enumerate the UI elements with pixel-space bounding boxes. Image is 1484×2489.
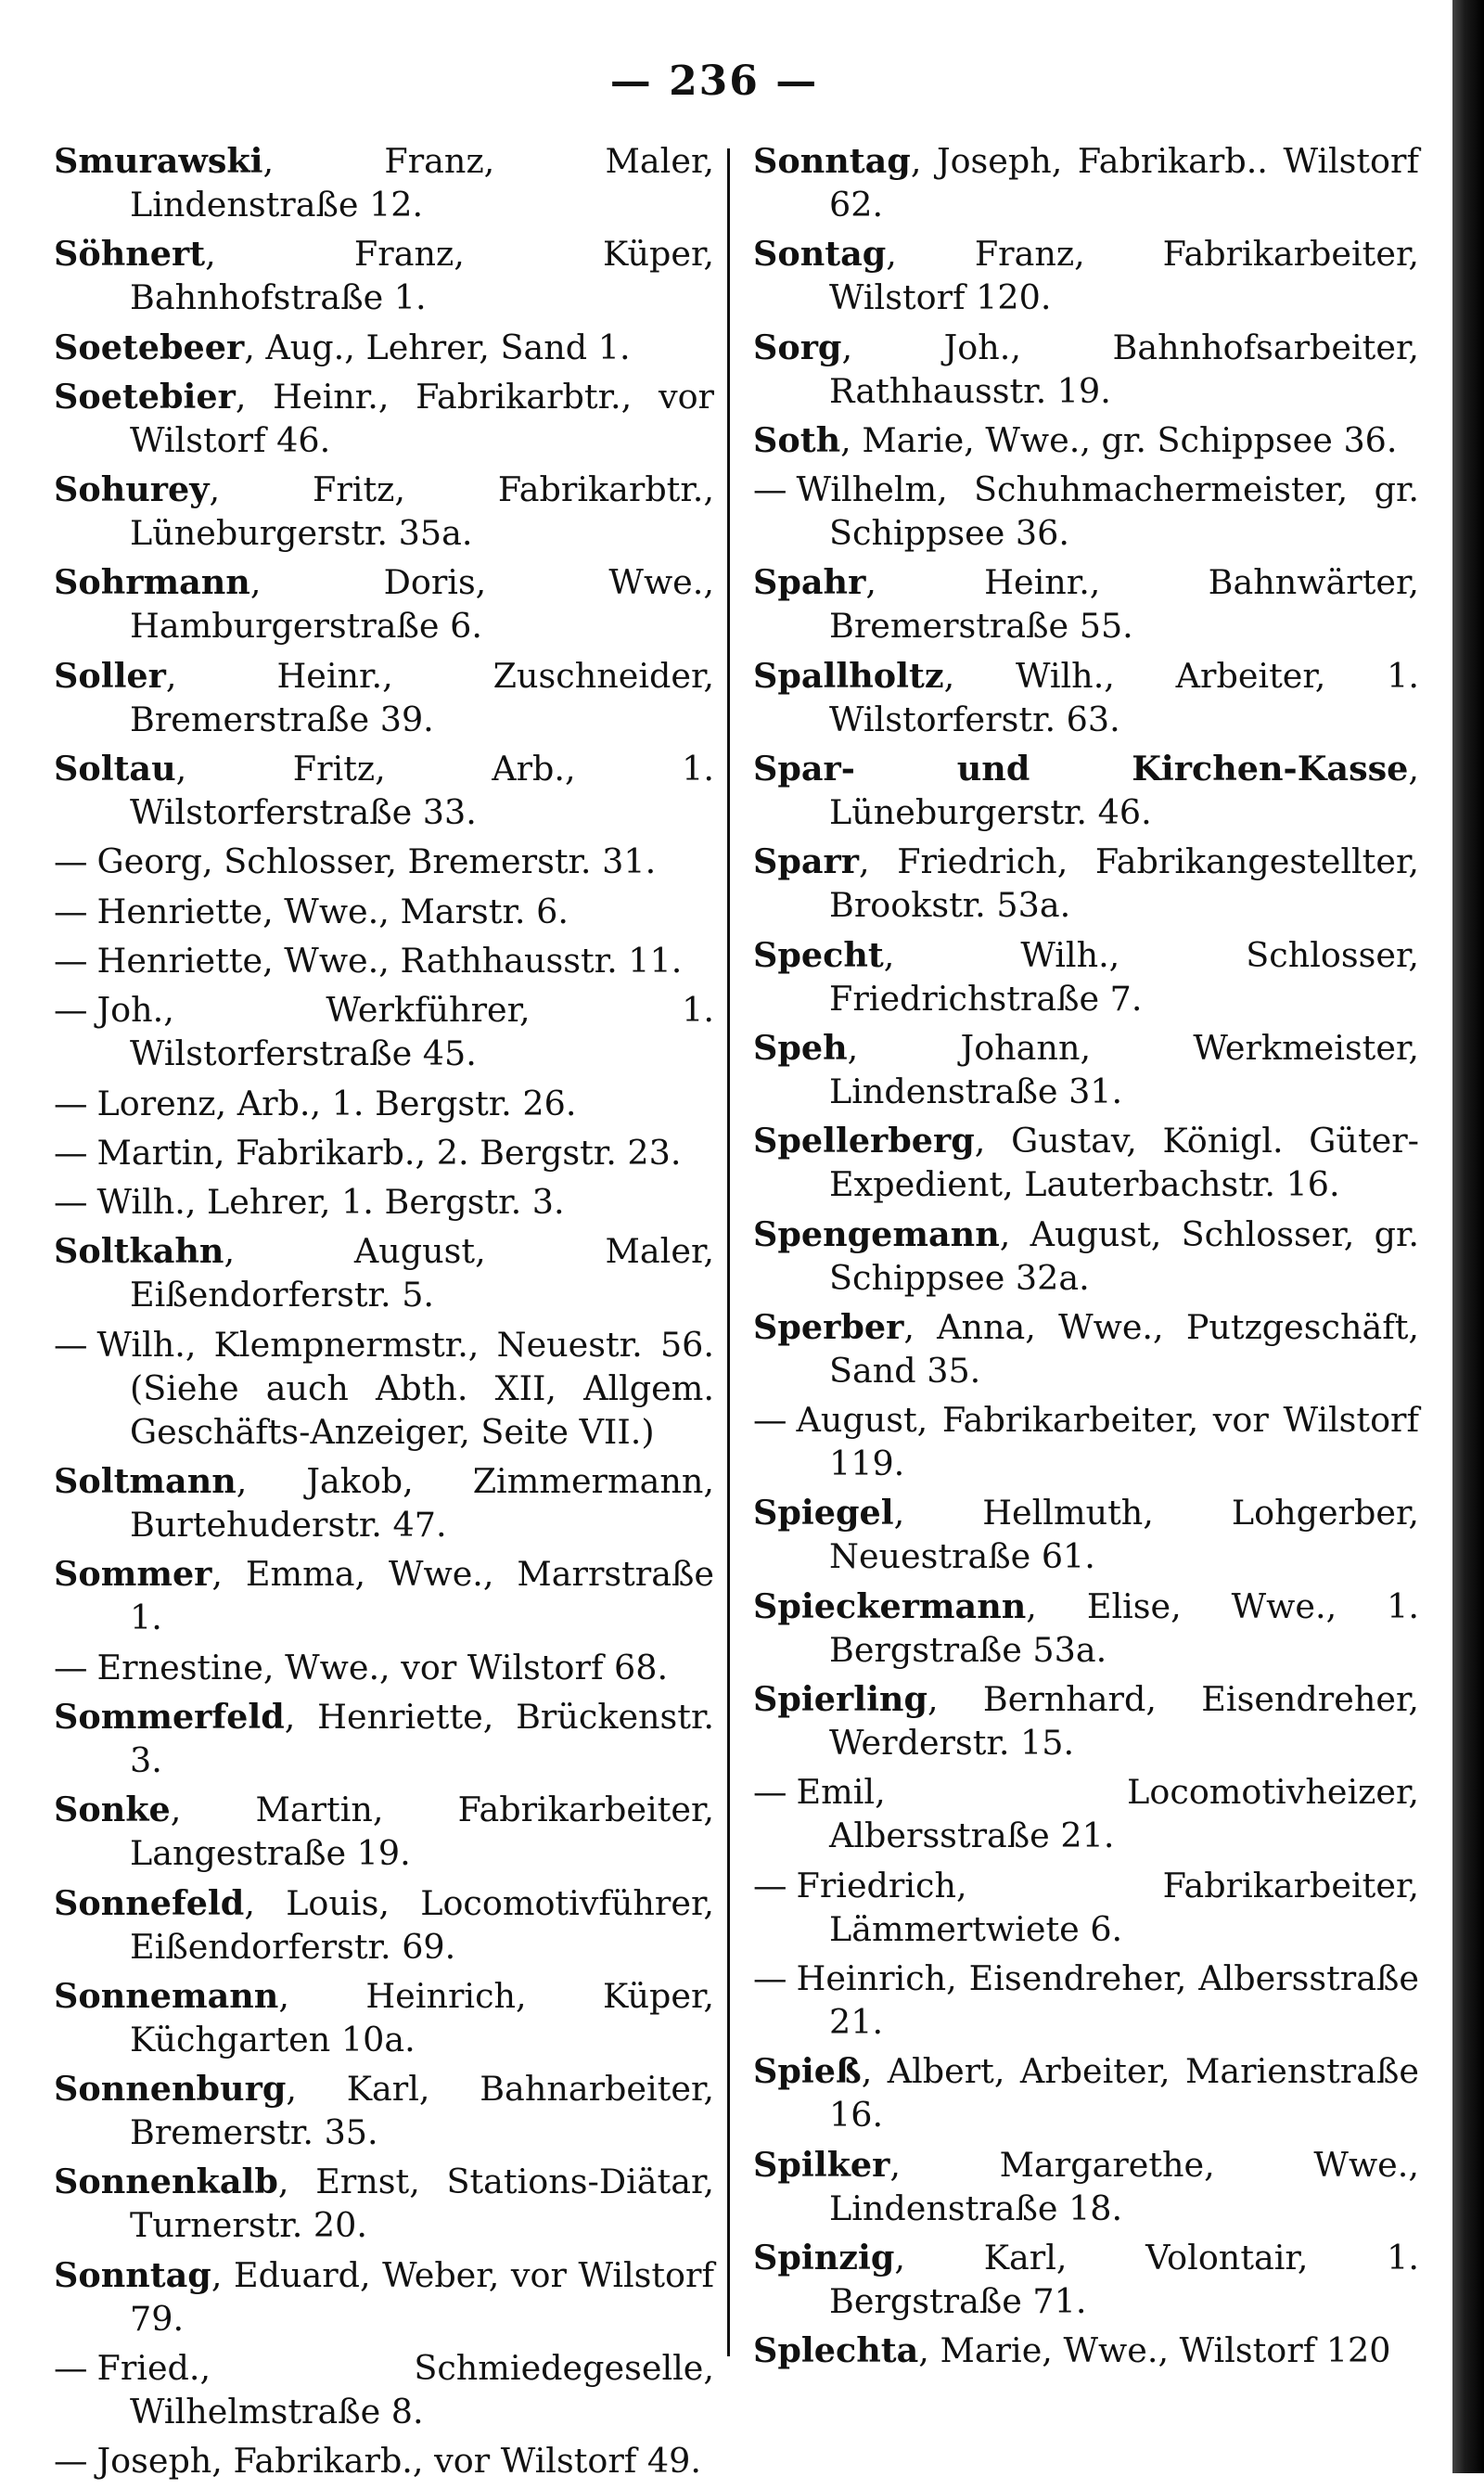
entry-details: , Johann, Werkmeister, Lindenstraße 31. [829, 1027, 1419, 1111]
entry-name: Spieß [753, 2051, 862, 2092]
column-divider [727, 148, 730, 2356]
entry-details: , Gustav, Königl. Güter-Expedient, Lauterbachstr. 16. [829, 1121, 1419, 1205]
entry-details: Friedrich, Fabrikarbeiter, Lämmertwiete 6. [796, 1865, 1419, 1949]
entry-details: , Doris, Wwe., Hamburgerstraße 6. [130, 562, 714, 647]
repeat-dash: — [54, 990, 88, 1031]
entry-details: , Franz, Fabrikarbeiter, Wilstorf 120. [829, 234, 1419, 318]
directory-entry [753, 1770, 1419, 1857]
entry-name: Soetebier [54, 376, 236, 417]
repeat-dash: — [54, 1647, 88, 1687]
directory-entry [753, 139, 1419, 226]
directory-entry [753, 1398, 1419, 1485]
entry-details: , Lüneburgerstr. 46. [829, 749, 1419, 833]
entry-details: , Emma, Wwe., Marrstraße 1. [130, 1554, 714, 1638]
entry-details: Heinrich, Eisendreher, Albersstraße 21. [796, 1957, 1419, 2042]
repeat-dash: — [753, 469, 787, 510]
entry-details: Emil, Locomotivheizer, Albersstraße 21. [796, 1772, 1419, 1856]
entry-details: , Karl, Bahnarbeiter, Bremerstr. 35. [130, 2069, 714, 2153]
directory-entry [54, 1881, 714, 1969]
directory-entry [54, 375, 714, 462]
repeat-dash: — [54, 891, 88, 931]
entry-name: Speh [753, 1027, 848, 1068]
entry-details: Wilh., Lehrer, 1. Bergstr. 3. [96, 1182, 565, 1223]
directory-entry [753, 2049, 1419, 2136]
entry-details: , Wilh., Schlosser, Friedrichstraße 7. [829, 934, 1419, 1019]
directory-entry [753, 933, 1419, 1020]
directory-entry [54, 890, 714, 933]
entry-name: Specht [753, 934, 884, 975]
entry-details: , Fritz, Arb., 1. Wilstorferstraße 33. [130, 749, 714, 833]
entry-name: Soltkahn [54, 1231, 224, 1272]
entry-name: Sorg [753, 327, 842, 367]
entry-details: August, Fabrikarbeiter, vor Wilstorf 119. [796, 1400, 1419, 1484]
directory-entry [753, 654, 1419, 741]
entry-details: , Aug., Lehrer, Sand 1. [244, 327, 631, 367]
entry-details: , Joh., Bahnhofsarbeiter, Rathhausstr. 19. [829, 327, 1419, 411]
entry-details: , Anna, Wwe., Putzgeschäft, Sand 35. [829, 1306, 1419, 1391]
entry-name: Spellerberg [753, 1121, 975, 1161]
entry-name: Sonnenburg [54, 2069, 287, 2110]
entry-details: Henriette, Wwe., Rathhausstr. 11. [96, 940, 683, 981]
entry-details: , Marie, Wwe., gr. Schippsee 36. [840, 419, 1398, 460]
directory-entry [753, 2143, 1419, 2230]
directory-entry [753, 1305, 1419, 1392]
directory-entry [753, 2329, 1419, 2372]
directory-entry [54, 1788, 714, 1875]
directory-entry [54, 1229, 714, 1316]
directory-entry [753, 326, 1419, 413]
directory-entry [54, 232, 714, 319]
entry-details: , Heinr., Bahnwärter, Bremerstraße 55. [829, 562, 1419, 647]
right-column [753, 139, 1419, 2378]
entry-details: , Margarethe, Wwe., Lindenstraße 18. [829, 2144, 1419, 2228]
left-column [54, 139, 714, 2489]
entry-details: , Henriette, Brückenstr. 3. [130, 1696, 714, 1780]
directory-entry [54, 1552, 714, 1639]
entry-details: Wilh., Klempnermstr., Neuestr. 56. (Siehe auch Abth. XII, Allgem. Geschäfts-Anzeiger, Seite VII.) [96, 1324, 714, 1452]
entry-details: , Franz, Küper, Bahnhofstraße 1. [130, 234, 714, 318]
directory-entry [753, 232, 1419, 319]
repeat-dash: — [54, 940, 88, 981]
directory-entry [753, 1212, 1419, 1300]
repeat-dash: — [54, 2348, 88, 2389]
directory-entry [753, 1864, 1419, 1951]
directory-entry [54, 2439, 714, 2483]
entry-name: Soth [753, 419, 841, 460]
directory-entry [753, 1119, 1419, 1206]
entry-name: Spallholtz [753, 655, 944, 696]
entry-details: , Martin, Fabrikarbeiter, Langestraße 19. [130, 1790, 714, 1874]
entry-name: Sommer [54, 1554, 212, 1595]
directory-entry [54, 326, 714, 369]
directory-entry [54, 1646, 714, 1689]
repeat-dash: — [54, 2441, 88, 2482]
directory-entry [54, 2253, 714, 2341]
repeat-dash: — [54, 1182, 88, 1223]
directory-entry [753, 1957, 1419, 2044]
entry-name: Soetebeer [54, 327, 245, 367]
entry-details: , Hellmuth, Lohgerber, Neuestraße 61. [829, 1493, 1419, 1577]
repeat-dash: — [54, 1083, 88, 1123]
directory-entry [753, 560, 1419, 648]
repeat-dash: — [753, 1957, 787, 1998]
repeat-dash: — [54, 1132, 88, 1173]
entry-name: Sohurey [54, 469, 210, 510]
entry-details: , Heinr., Zuschneider, Bremerstraße 39. [130, 655, 714, 739]
directory-entry [54, 840, 714, 883]
directory-entry [753, 418, 1419, 462]
directory-entry [54, 560, 714, 648]
entry-details: , Fritz, Fabrikarbtr., Lüneburgerstr. 35a. [130, 469, 714, 554]
entry-details: , August, Maler, Eißendorferstr. 5. [130, 1231, 714, 1315]
directory-entry [54, 139, 714, 226]
directory-entry [753, 1491, 1419, 1578]
entry-name: Sommerfeld [54, 1696, 285, 1737]
entry-details: Georg, Schlosser, Bremerstr. 31. [96, 841, 657, 882]
entry-details: Joseph, Fabrikarb., vor Wilstorf 49. [96, 2441, 701, 2482]
directory-entry [54, 2346, 714, 2433]
entry-name: Smurawski [54, 141, 263, 181]
page-edge [1452, 0, 1484, 2473]
entry-details: Fried., Schmiedegeselle, Wilhelmstraße 8. [96, 2348, 714, 2432]
repeat-dash: — [753, 1865, 787, 1905]
directory-entry [753, 1677, 1419, 1764]
directory-entry [753, 840, 1419, 927]
entry-details: Martin, Fabrikarb., 2. Bergstr. 23. [96, 1132, 682, 1173]
directory-entry [54, 1695, 714, 1782]
entry-details: , August, Schlosser, gr. Schippsee 32a. [829, 1213, 1419, 1298]
entry-details: , Heinrich, Küper, Küchgarten 10a. [130, 1975, 714, 2059]
entry-details: , Jakob, Zimmermann, Burtehuderstr. 47. [130, 1461, 714, 1546]
directory-entry [54, 1459, 714, 1546]
entry-details: Joh., Werkführer, 1. Wilstorferstraße 45. [96, 990, 714, 1074]
page-number: — 236 — [609, 58, 819, 105]
entry-name: Spahr [753, 562, 866, 603]
directory-entry [54, 747, 714, 834]
entry-name: Spinzig [753, 2237, 895, 2277]
entry-name: Soller [54, 655, 166, 696]
entry-name: Soltau [54, 749, 176, 789]
entry-details: Wilhelm, Schuhmachermeister, gr. Schippsee 36. [796, 469, 1419, 554]
entry-name: Spiegel [753, 1493, 894, 1533]
entry-name: Sparr [753, 841, 859, 882]
entry-name: Spierling [753, 1679, 928, 1720]
entry-name: Sohrmann [54, 562, 250, 603]
directory-entry [753, 1584, 1419, 1672]
entry-details: , Ernst, Stations-Diätar, Turnerstr. 20. [130, 2162, 714, 2246]
repeat-dash: — [54, 1324, 88, 1365]
entry-details: , Marie, Wwe., Wilstorf 120 [918, 2330, 1391, 2371]
entry-details: Ernestine, Wwe., vor Wilstorf 68. [96, 1647, 669, 1687]
directory-entry [54, 654, 714, 741]
entry-name: Sonntag [753, 141, 911, 181]
entry-details: , Bernhard, Eisendreher, Werderstr. 15. [829, 1679, 1419, 1764]
repeat-dash: — [753, 1772, 787, 1813]
entry-name: Sonnenkalb [54, 2162, 278, 2202]
entry-name: Söhnert [54, 234, 206, 275]
entry-name: Spieckermann [753, 1585, 1027, 1626]
entry-details: , Friedrich, Fabrikangestellter, Brookstr. 53a. [829, 841, 1419, 926]
directory-entry [54, 1180, 714, 1224]
entry-details: , Heinr., Fabrikarbtr., vor Wilstorf 46. [130, 376, 714, 460]
directory-entry [54, 468, 714, 555]
directory-entry [54, 2067, 714, 2154]
entry-name: Spilker [753, 2144, 890, 2185]
entry-details: Henriette, Wwe., Marstr. 6. [96, 891, 569, 931]
repeat-dash: — [753, 1400, 787, 1441]
directory-entry [54, 1323, 714, 1454]
entry-name: Sonntag [54, 2254, 211, 2295]
directory-entry [54, 1131, 714, 1174]
entry-details: , Elise, Wwe., 1. Bergstraße 53a. [829, 1585, 1419, 1670]
directory-entry [54, 988, 714, 1075]
directory-entry [753, 747, 1419, 834]
repeat-dash: — [54, 841, 88, 882]
entry-name: Spar- und Kirchen-Kasse [753, 749, 1409, 789]
entry-name: Sontag [753, 234, 887, 275]
entry-details: , Franz, Maler, Lindenstraße 12. [130, 141, 714, 225]
entry-details: , Wilh., Arbeiter, 1. Wilstorferstr. 63. [829, 655, 1419, 739]
directory-entry [54, 2160, 714, 2247]
entry-name: Sonke [54, 1790, 171, 1830]
entry-name: Sonnemann [54, 1975, 279, 2016]
directory-entry [753, 2236, 1419, 2323]
directory-entry [753, 1026, 1419, 1113]
entry-details: , Louis, Locomotivführer, Eißendorferstr. 69. [130, 1882, 714, 1967]
entry-name: Soltmann [54, 1461, 237, 1502]
entry-name: Sonnefeld [54, 1882, 245, 1923]
entry-details: , Joseph, Fabrikarb.. Wilstorf 62. [829, 141, 1419, 225]
entry-details: Lorenz, Arb., 1. Bergstr. 26. [96, 1083, 577, 1123]
directory-entry [753, 468, 1419, 555]
entry-details: , Albert, Arbeiter, Marienstraße 16. [829, 2051, 1419, 2136]
entry-details: , Eduard, Weber, vor Wilstorf 79. [130, 2254, 714, 2339]
entry-name: Splechta [753, 2330, 919, 2371]
entry-name: Spengemann [753, 1213, 1000, 1254]
directory-entry [54, 939, 714, 982]
directory-entry [54, 1082, 714, 1125]
entry-name: Sperber [753, 1306, 904, 1347]
entry-details: , Karl, Volontair, 1. Bergstraße 71. [829, 2237, 1419, 2321]
directory-entry [54, 1974, 714, 2061]
